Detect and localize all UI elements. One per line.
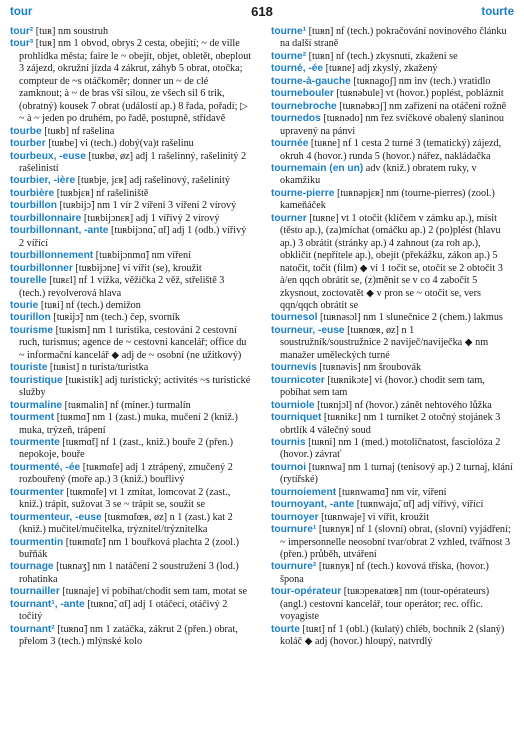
entry-body: [tuʀnəbule] vt (hovor.) poplést, pobláznit — [333, 88, 504, 100]
entry-headword: tour³ — [10, 38, 34, 50]
entry-body: [tuʀbijɔnɑ̃, ɑ̃t] adj 1 (odb.) vířivý 2 vířící — [19, 225, 247, 249]
entry-body: [tuʀnikɛ] nm 1 turniket 2 otočný stojánek 3 obrtlík 4 válečný soud — [280, 412, 501, 436]
entry-body: [tuʀmɑ̃t] nf 1 (zast., kniž.) bouře 2 (přen.) nepokoje, bouře — [19, 436, 234, 461]
entry-headword: tourné, -ée — [271, 63, 324, 75]
dictionary-entry — [10, 126, 252, 138]
dictionary-entry — [10, 200, 252, 212]
dictionary-entry — [10, 487, 252, 512]
entry-headword: tournis — [271, 436, 306, 448]
dictionary-entry — [10, 362, 252, 374]
entry-body: [tuʀnwamɑ̃] nm vír, víření — [336, 486, 447, 498]
entry-body: [tuʀmɑ̃] nm 1 (zast.) muka, mučení 2 (kniž.) muka, trýzeň, trápení — [19, 412, 238, 436]
entry-headword: tourillon — [10, 312, 51, 324]
entry-headword: tour² — [10, 26, 34, 37]
entry-body: [tuʀn] nf (tech.) zkysnutí, zkažení se — [306, 50, 458, 62]
dictionary-entry — [10, 537, 252, 562]
entry-body: [tuʀnikɔte] vi (hovor.) chodit sem tam, pobíhat sem tam — [280, 374, 485, 399]
entry-headword: tourbe — [10, 125, 42, 137]
entry-headword: touristique — [10, 374, 63, 386]
dictionary-entry — [271, 101, 513, 113]
entry-body: [tuʀ] nm 1 obvod, obrys 2 cesta, obejití; ~ de ville prohlídka města; faire le ~ obejít, objet, obletět, obeplout 3 zájezd, okružní jízda 4 zákrut, záhyb 5 obrat, otočka; compteur de ~s otáčkoměr; donner un ~ de clé zamknout; à ~ de bras vší silou, ze všech sil 6 trik, (obratný) kousek 7 obrat (událostí ap.) 8 řada, pořadí; ▷ ~ à ~ jeden po druhém, po řadě, postupně, střídavě — [19, 38, 252, 125]
entry-body: [tuʀne] vt 1 otočit (klíčem v zámku ap.), mísit (těsto ap.), (za)míchat (omáčku ap.) 2 (po)plést (hlavu ap.) 3 obrátit (stránky ap.) 4 zahnout (za roh ap.), obkličit (nepřítele ap.), obejít (překážku, zákon ap.) 5 natočit, točit (film) ◆ vi 1 točit se, otočit se 2 obtočit 3 à/en qqch obrátit se, (z)měnit se v co 4 zabočit 5 zkysnout, zoctovatět ◆ v pron se ~ otočit se, vers qqn/qqch obrátit se — [280, 212, 503, 311]
dictionary-entry — [271, 88, 513, 100]
dictionary-entry — [271, 163, 513, 188]
entry-headword: tourne-à-gauche — [271, 75, 351, 87]
dictionary-entry — [10, 325, 252, 362]
entry-headword: tournicoter — [271, 374, 325, 386]
entry-body: [tuʀmɑ̃te] adj 1 ztrápený, zmučený 2 rozbouřený (moře ap.) 3 (kniž.) bouřlivý — [19, 461, 233, 486]
dictionary-entry — [271, 188, 513, 213]
entry-headword: tournedos — [271, 113, 321, 125]
entry-headword: tourne¹ — [271, 26, 307, 37]
dictionary-entry — [271, 113, 513, 138]
left-column — [10, 26, 252, 649]
entry-headword: tourbillonnaire — [10, 212, 82, 224]
dictionary-entry — [10, 312, 252, 324]
guide-word-right: tourte — [481, 6, 514, 18]
entry-headword: tourbière — [10, 187, 55, 199]
entry-headword: tourne² — [271, 50, 307, 62]
entry-body: [tuʀijɔ̃] nm (tech.) čep, svorník — [50, 312, 180, 324]
dictionary-entry — [271, 213, 513, 313]
entry-headword: tournage — [10, 561, 54, 573]
dictionary-entry — [271, 437, 513, 462]
dictionary-entry — [10, 250, 252, 262]
entry-body: [tuʀbe] vi (tech.) dobý(va)t rašelinu — [45, 138, 194, 150]
entry-body: [tuʀɛl] nf 1 vížka, věžička 2 věž, střeliště 3 (tech.) revolverová hlava — [19, 275, 225, 299]
entry-body: [tuʀism] nm 1 turistika, cestování 2 cestovní ruch, turismus; agence de ~ cestovní kancelář; office du ~ informační kancelář ◆ adj de ~ osobní (ne užitkový) — [19, 324, 247, 361]
entry-body: [tuʀnədo] nm řez svíčkové obalený slaninou upravený na pánvi — [280, 113, 505, 137]
dictionary-entry — [10, 275, 252, 300]
entry-headword: tourniquet — [271, 412, 322, 424]
entry-body: [tuʀnaje] vi pobíhat/chodit sem tam, motat se — [59, 586, 247, 598]
dictionary-entry — [271, 624, 513, 649]
right-column — [271, 26, 513, 649]
entry-headword: tournoiement — [271, 486, 337, 498]
entry-headword: tournesol — [271, 312, 318, 324]
dictionary-entry — [10, 138, 252, 150]
dictionary-entry — [271, 26, 513, 51]
dictionary-entry — [271, 138, 513, 163]
entry-headword: tourbillonnement — [10, 250, 94, 262]
entry-headword: tourie — [10, 299, 39, 311]
entry-body: [tuʀb] nf rašelina — [41, 125, 115, 137]
entry-headword: tourisme — [10, 324, 54, 336]
dictionary-entry — [10, 586, 252, 598]
entry-body: [tuʀbjɛʀ] nf rašeliniště — [54, 187, 149, 199]
entry-body: [tuʀnəvis] nm šroubovák — [316, 362, 422, 374]
dictionary-entry — [271, 586, 513, 623]
dictionary-entry — [10, 300, 252, 312]
dictionary-entry — [271, 412, 513, 437]
entry-body: [tuʀnwaje] vi vířit, kroužit — [318, 511, 430, 523]
dictionary-entry — [10, 213, 252, 225]
entry-headword: tournoyant, -ante — [271, 499, 355, 511]
entry-headword: touriste — [10, 362, 48, 374]
entry-headword: tourbier, -ière — [10, 175, 76, 187]
guide-word-left: tour — [10, 6, 33, 18]
entry-headword: tourelle — [10, 275, 47, 287]
entry-headword: tournure² — [271, 561, 317, 573]
entry-headword: tournebroche — [271, 100, 337, 112]
entry-body: [tuʀne] nf 1 cesta 2 turné 3 (tematický) zájezd, okruh 4 (hovor.) runda 5 (hovor.) nářez, nakládačka — [280, 138, 502, 162]
entry-headword: tour-opérateur — [271, 586, 342, 598]
entry-body: [tuʀnəbʀɔʃ] nm zařízení na otáčení rožně — [336, 100, 507, 112]
dictionary-entry — [10, 400, 252, 412]
entry-body: [tuʀn] nf (tech.) pokračování novinového článku na další straně — [280, 26, 507, 50]
entry-headword: tourber — [10, 138, 46, 150]
entry-body: [tuʀist] n turista/turistka — [47, 362, 149, 374]
dictionary-entry — [271, 312, 513, 324]
entry-body: [tuʀmɑ̃tɛ̃] nm 1 bouřková plachta 2 (zool.) buřňák — [19, 536, 240, 561]
dictionary-entry — [271, 63, 513, 75]
entry-body: [tuʀbø, øz] adj 1 rašelinný, rašelinitý 2 rašelinistí — [19, 150, 247, 174]
entry-body: [tuʀnɑ̃, ɑ̃t] adj 1 otáčecí, otáčivý 2 točitý — [19, 598, 228, 623]
entry-body: [tuʀnagoʃ] nm inv (tech.) vratidlo — [350, 75, 491, 87]
entry-headword: tourne-pierre — [271, 187, 335, 199]
dictionary-entry — [10, 512, 252, 537]
entry-headword: tourneur, -euse — [271, 324, 345, 336]
page-number: 618 — [251, 4, 273, 19]
entry-body: [tuʀnyʀ] nf (tech.) kovová tříska, (hovor.) špona — [280, 561, 489, 585]
entry-body: [tuʀnəpjɛʀ] nm (tourne-pierres) (zool.) kameňáček — [280, 187, 495, 212]
entry-body: [tuʀnwajɑ̃, ɑ̃t] adj vířivý, vířící — [354, 499, 484, 511]
entry-headword: tournailler — [10, 586, 60, 598]
dictionary-entry — [10, 151, 252, 176]
entry-headword: tourbillon — [10, 200, 57, 212]
entry-headword: tourte — [271, 623, 300, 635]
entry-body: [tuʀi] nf (tech.) demižon — [38, 299, 141, 311]
dictionary-entry — [271, 561, 513, 586]
dictionary-entry — [271, 400, 513, 412]
entry-headword: tourmenter — [10, 486, 64, 498]
entry-headword: tourmentin — [10, 536, 64, 548]
entry-headword: tourmente — [10, 436, 60, 448]
entry-body: [tuʀbijɔ̃] nm 1 vír 2 víření 3 víření 2 vírový — [56, 200, 237, 212]
entry-body: [tuʀnaʒ] nm 1 natáčení 2 soustružení 3 (lod.) rohatinka — [19, 561, 239, 585]
entry-body: [tuʀɔpeʀatœʀ] nm (tour-opérateurs) (angl.) cestovní kancelář, tour operátor; rec. offic. voyagiste — [280, 586, 490, 623]
page-header — [10, 4, 514, 22]
dictionary-entry — [271, 512, 513, 524]
entry-headword: tournemain (en un) — [271, 162, 364, 174]
entry-body: [tuʀnwa] nm 1 turnaj (tenisový ap.) 2 turnaj, klání (rytířské) — [280, 461, 513, 486]
entry-headword: tournée — [271, 138, 309, 150]
entry-body: [tuʀ] nm soustruh — [33, 26, 109, 37]
entry-headword: tournevis — [271, 362, 317, 374]
entry-headword: tourniole — [271, 399, 315, 411]
dictionary-entry — [271, 362, 513, 374]
dictionary-entry — [10, 561, 252, 586]
entry-headword: tournure¹ — [271, 524, 317, 536]
entry-headword: tourbillonner — [10, 262, 73, 274]
dictionary-entry — [10, 437, 252, 462]
entry-headword: tourbillonnant, -ante — [10, 225, 109, 237]
dictionary-entry — [271, 76, 513, 88]
entry-body: adv (kniž.) obratem ruky, v okamžiku — [280, 162, 477, 187]
entry-headword: tournoi — [271, 461, 307, 473]
dictionary-entry — [10, 412, 252, 437]
entry-headword: tourmenté, -ée — [10, 461, 81, 473]
entry-body: [tuʀmɑ̃tœʀ, øz] n 1 (zast.) kat 2 (kniž.) mučitel/mučitelka, trýznitel/trýznitelka — [19, 511, 233, 536]
dictionary-entry — [271, 325, 513, 362]
dictionary-entry — [271, 51, 513, 63]
entry-headword: tournant² — [10, 623, 55, 635]
entry-body: [tuʀbje, jɛʀ] adj rašelinový, rašelinitý — [75, 175, 230, 187]
entry-body: [tuʀmalin] nf (miner.) turmalín — [62, 399, 191, 411]
entry-headword: tourmenteur, -euse — [10, 511, 102, 523]
dictionary-entry — [10, 624, 252, 649]
dictionary-entry — [10, 225, 252, 250]
entry-headword: tourment — [10, 412, 55, 424]
dictionary-entry — [10, 263, 252, 275]
entry-headword: tournebouler — [271, 88, 334, 100]
entry-headword: tourbeux, -euse — [10, 150, 86, 162]
entry-body: [tuʀbijɔnmɑ̃] nm víření — [93, 250, 191, 262]
entry-headword: tournant¹, -ante — [10, 598, 85, 610]
dictionary-entry — [10, 26, 252, 38]
dictionary-entry — [10, 38, 252, 125]
dictionary-entry — [10, 188, 252, 200]
entry-body: [tuʀne] adj zkyslý, zkažený — [323, 63, 438, 75]
dictionary-entry — [10, 599, 252, 624]
entry-body: [tuʀnœʀ, øz] n 1 soustružník/soustružnice 2 navíječ/navíječka ◆ nm manažer uměleckých turné — [280, 324, 489, 361]
entry-headword: tourmaline — [10, 399, 63, 411]
entry-headword: tourner — [271, 212, 307, 224]
entry-headword: tournoyer — [271, 511, 319, 523]
entry-body: [tuʀnyʀ] nf 1 (slovní) obrat, (slovní) vyjádření; ~ impersonnelle neosobní tvar/obrat 2 vzhled, tvářnost 3 (přen.) průběh, utváření — [280, 524, 511, 561]
dictionary-entry — [271, 499, 513, 511]
entry-body: [tuʀnɑ̃] nm 1 zatáčka, zákrut 2 (přen.) obrat, přelom 3 (tech.) mlýnské kolo — [19, 623, 238, 648]
entry-body: [tuʀni] nm 1 (med.) motoličnatost, fasciolóza 2 (hovor.) závrať — [280, 436, 501, 461]
entry-body: [tuʀbijɔne] vi vířit (se), kroužit — [72, 262, 202, 274]
entry-body: [tuʀmɑ̃te] vt 1 zmítat, lomcovat 2 (zast., kniž.) trápit, sužovat 3 se ~ trápit se, soužit se — [19, 486, 231, 511]
entry-body: [tuʀnjɔl] nf (hovor.) zánět nehtového lůžka — [314, 399, 492, 411]
dictionary-entry — [10, 175, 252, 187]
dictionary-entry — [10, 462, 252, 487]
entry-body: [tuʀt] nf 1 (obl.) (kulatý) chléb, bochník 2 (slaný) koláč ◆ adj (hovor.) hloupý, natvrdlý — [280, 623, 505, 648]
dictionary-entry — [10, 375, 252, 400]
dictionary-entry — [271, 462, 513, 487]
dictionary-entry — [271, 487, 513, 499]
entry-body: [tuʀnəsɔl] nm 1 slunečnice 2 (chem.) lakmus — [317, 312, 503, 324]
entry-body: [tuʀistik] adj turistický; activités ~s turistické služby — [19, 374, 251, 399]
dictionary-entry — [271, 375, 513, 400]
entry-body: [tuʀbijɔnɛʀ] adj 1 vířivý 2 vírový — [81, 212, 220, 224]
dictionary-entry — [271, 524, 513, 561]
